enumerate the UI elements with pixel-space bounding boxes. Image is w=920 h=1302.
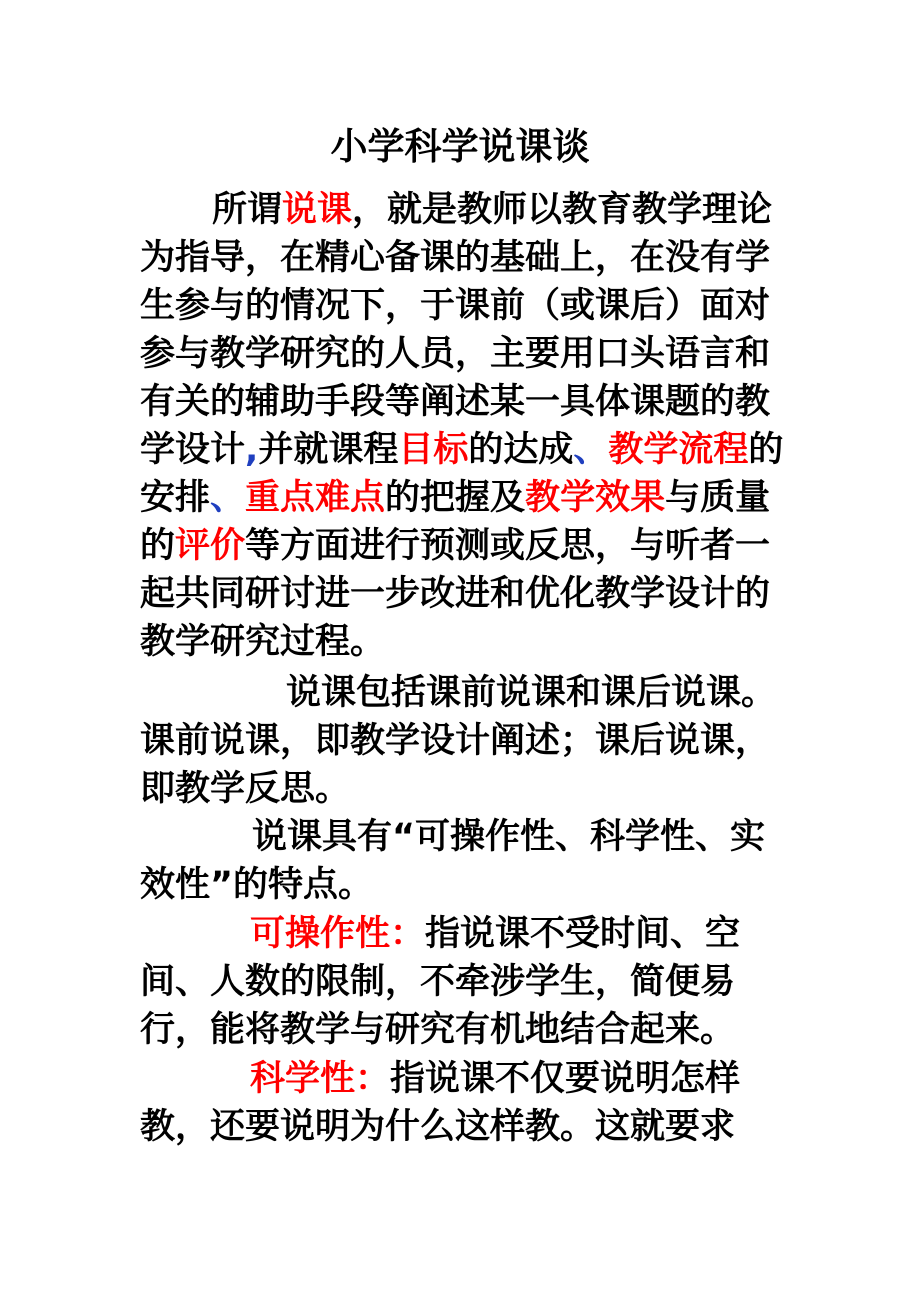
text-segment: 的把握及 xyxy=(385,478,526,518)
punctuation-mark: 、 xyxy=(210,478,246,518)
text-segment: 的达成 xyxy=(468,430,574,470)
paragraph-operability xyxy=(140,910,790,1054)
text-segment: 指说课不受时间、空间、人数的限制，不牵涉学生，简便易行，能将教学与研究有机地结合起来。 xyxy=(140,914,741,1050)
punctuation-mark: , xyxy=(245,430,259,470)
highlight-term-evaluation: 评价 xyxy=(175,526,246,566)
highlight-term-operability: 可操作性： xyxy=(250,914,426,954)
text-segment: 说课具有“可操作性、科学性、实效性”的特点。 xyxy=(140,817,766,905)
text-segment: 所谓 xyxy=(212,190,283,230)
text-segment: 与质量的 xyxy=(140,478,771,566)
text-segment: 的安排 xyxy=(140,430,784,518)
highlight-term-shuoke: 说课 xyxy=(282,190,353,230)
text-segment: 并就课程 xyxy=(258,430,399,470)
highlight-term-effect: 教学效果 xyxy=(525,478,666,518)
highlight-term-process: 教学流程 xyxy=(608,430,749,470)
highlight-term-keypoints: 重点难点 xyxy=(245,478,386,518)
paragraph-features xyxy=(140,813,790,909)
text-segment: 指说课不仅要说明怎样教，还要说明为什么这样教。这就要求 xyxy=(140,1059,741,1147)
paragraph-types xyxy=(140,669,790,813)
highlight-term-scientific: 科学性： xyxy=(250,1059,391,1099)
page-title: 小学科学说课谈 xyxy=(330,125,590,168)
paragraph-scientific xyxy=(140,1055,790,1151)
highlight-term-goal: 目标 xyxy=(398,430,469,470)
text-segment: ，就是教师以教育教学理论为指导，在精心备课的基础上，在没有学生参与的情况下，于课前（或课后）面对参与教学研究的人员，主要用口头语言和有关的辅助手段等阐述某一具体课题的教学设计 xyxy=(140,190,773,470)
punctuation-mark: 、 xyxy=(573,430,609,470)
text-segment: 等方面进行预测或反思，与听者一起共同研讨进一步改进和优化教学设计的教学研究过程。 xyxy=(140,526,771,662)
paragraph-definition xyxy=(140,186,790,666)
text-segment: 说课包括课前说课和课后说课。课前说课，即教学设计阐述；课后说课，即教学反思。 xyxy=(140,673,777,809)
